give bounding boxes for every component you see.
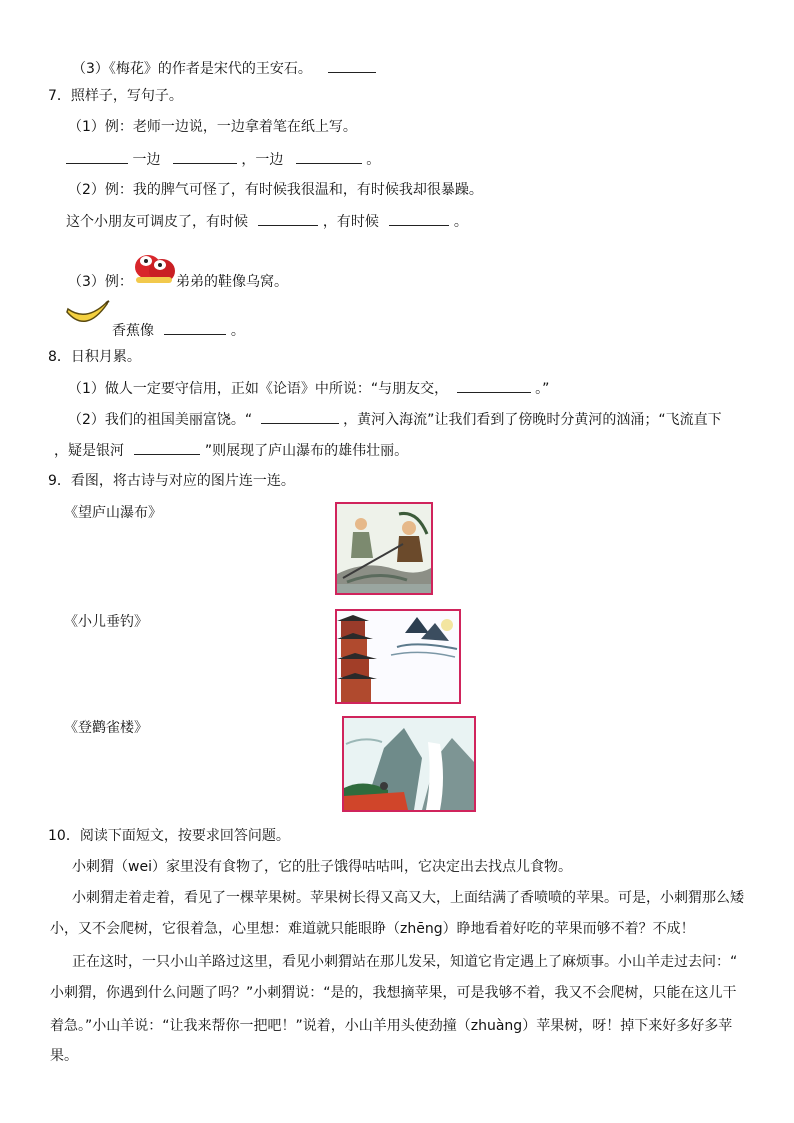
q7-end: 。 xyxy=(366,152,381,168)
q10-paragraph3-line3: 着急。”小山羊说：“让我来帮你一把吧！”说着，小山羊用头使劲撞（zhuàng）苹果树，呀！掉下来好多好多苹 xyxy=(50,1018,733,1034)
fishing-boy-image[interactable] xyxy=(335,502,433,595)
shoes-image xyxy=(132,247,176,287)
q8-item2-d: ”则展现了庐山瀑布的雄伟壮丽。 xyxy=(204,443,409,459)
q7-example2: （2）例：我的脾气可怪了，有时候我很温和，有时候我却很暴躁。 xyxy=(68,182,483,198)
q7-title: 7．照样子，写句子。 xyxy=(48,88,183,104)
q7-answer3-end: 。 xyxy=(230,323,245,339)
q10-paragraph2-line1: 小刺猬走着走着，看见了一棵苹果树。苹果树长得又高又大，上面结满了香喷喷的苹果。可是，小刺猬那么矮 xyxy=(72,890,744,906)
q6-item3-text: （3）《梅花》的作者是宋代的王安石。 xyxy=(72,61,312,77)
q7-answer2-end: 。 xyxy=(453,214,468,230)
q10-paragraph2-line2: 小，又不会爬树，它很着急，心里想：难道就只能眼睁（zhēng）睁地看着好吃的苹果而够不着？不成！ xyxy=(50,921,695,937)
q10-paragraph3-line2: 小刺猬，你遇到什么问题了吗？”小刺猬说：“是的，我想摘苹果，可是我够不着，我又不会爬树，只能在这儿干 xyxy=(50,985,737,1001)
q8-title: 8．日积月累。 xyxy=(48,349,141,365)
answer-blank[interactable] xyxy=(328,58,376,73)
tower-sunset-image[interactable] xyxy=(335,609,461,704)
q7-yibian-label: 一边 xyxy=(132,152,161,168)
poem-denguanquelou[interactable]: 《登鹳雀楼》 xyxy=(64,720,148,736)
q7-answer2 xyxy=(66,211,468,232)
q6-item3 xyxy=(72,58,376,79)
banana-image xyxy=(64,300,110,332)
q8-item1 xyxy=(68,378,549,399)
answer-blank[interactable] xyxy=(457,378,531,393)
q7-banana-prefix: 香蕉像 xyxy=(112,323,154,339)
q7-answer3 xyxy=(112,320,245,341)
q8-item2-c: ，疑是银河 xyxy=(54,443,124,459)
q7-yibian-sep: ，一边 xyxy=(241,152,284,168)
q7-example3-text: 弟弟的鞋像乌窝。 xyxy=(176,274,288,290)
q8-item2-line2 xyxy=(54,440,408,461)
q7-example1: （1）例：老师一边说，一边拿着笔在纸上写。 xyxy=(68,119,357,135)
answer-blank[interactable] xyxy=(164,320,226,335)
q10-title: 10．阅读下面短文，按要求回答问题。 xyxy=(48,828,290,844)
answer-blank[interactable] xyxy=(296,149,362,164)
q7-answer2-prefix: 这个小朋友可调皮了，有时候 xyxy=(66,214,248,230)
q7-answer1 xyxy=(66,149,380,170)
q8-item1-a: （1）做人一定要守信用，正如《论语》中所说：“与朋友交， xyxy=(68,381,449,397)
answer-blank[interactable] xyxy=(173,149,237,164)
q8-item2-line1 xyxy=(68,409,722,430)
poem-xiaoerchuidiao[interactable]: 《小儿垂钓》 xyxy=(64,614,148,630)
q7-answer2-mid: ，有时候 xyxy=(322,214,379,230)
q7-example3-label: （3）例： xyxy=(68,274,133,290)
q10-paragraph3-line4: 果。 xyxy=(50,1048,78,1064)
q10-paragraph1: 小刺猬（wei）家里没有食物了，它的肚子饿得咕咕叫，它决定出去找点儿食物。 xyxy=(72,859,572,875)
q9-title: 9．看图，将古诗与对应的图片连一连。 xyxy=(48,473,295,489)
q8-item2-b: ，黄河入海流”让我们看到了傍晚时分黄河的汹涌；“飞流直下 xyxy=(343,412,722,428)
waterfall-image[interactable] xyxy=(342,716,476,812)
q8-item1-b: 。” xyxy=(535,381,550,397)
answer-blank[interactable] xyxy=(389,211,449,226)
answer-blank[interactable] xyxy=(258,211,318,226)
q10-paragraph3-line1: 正在这时，一只小山羊路过这里，看见小刺猬站在那儿发呆，知道它肯定遇上了麻烦事。小山羊走过去问：“ xyxy=(72,954,738,970)
q8-item2-a: （2）我们的祖国美丽富饶。“ xyxy=(68,412,253,428)
answer-blank[interactable] xyxy=(66,149,128,164)
answer-blank[interactable] xyxy=(134,440,200,455)
answer-blank[interactable] xyxy=(261,409,339,424)
poem-wanglushan[interactable]: 《望庐山瀑布》 xyxy=(64,505,162,521)
